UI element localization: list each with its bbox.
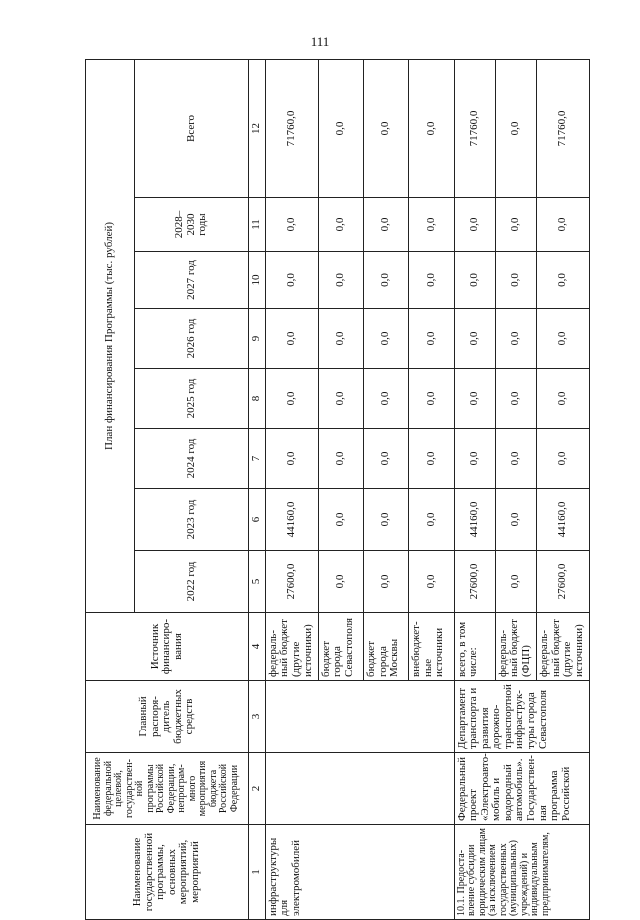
value-cell: 0,0 <box>265 369 318 429</box>
page-number: 111 <box>310 34 330 49</box>
source-cell: федераль-ный бюджет (другие источники) <box>265 613 318 681</box>
source-cell: всего, в том числе: <box>454 613 495 681</box>
value-cell: 71760,0 <box>454 59 495 197</box>
header-col2: Наименование федеральной целевой, государствен-ной программы Российской Федерации, непрограм-много мероприятия бюджета Российской Федерации <box>86 753 249 825</box>
value-cell: 0,0 <box>318 252 363 309</box>
value-cell: 0,0 <box>265 252 318 309</box>
value-cell: 0,0 <box>495 551 536 613</box>
value-cell: 27600,0 <box>537 551 590 613</box>
value-cell: 27600,0 <box>454 551 495 613</box>
value-cell: 0,0 <box>265 309 318 369</box>
header-year: 2024 год <box>135 429 248 489</box>
header-col1: Наименование государственной программы, основных мероприятий, мероприятий <box>86 825 249 920</box>
value-cell: 0,0 <box>318 489 363 551</box>
value-cell: 0,0 <box>364 551 409 613</box>
value-cell: 0,0 <box>364 252 409 309</box>
col-number: 5 <box>248 551 265 613</box>
rotated-table-wrapper <box>85 60 590 920</box>
value-cell: 0,0 <box>364 198 409 252</box>
block1-manager <box>265 681 454 753</box>
value-cell: 0,0 <box>364 489 409 551</box>
value-cell: 0,0 <box>364 369 409 429</box>
value-cell: 0,0 <box>537 429 590 489</box>
value-cell: 0,0 <box>495 198 536 252</box>
value-cell: 0,0 <box>265 198 318 252</box>
header-plan: План финансирования Программы (тыс. рублей) <box>86 59 135 612</box>
value-cell: 71760,0 <box>537 59 590 197</box>
value-cell: 0,0 <box>495 369 536 429</box>
value-cell: 0,0 <box>409 252 454 309</box>
value-cell: 0,0 <box>454 369 495 429</box>
value-cell: 27600,0 <box>265 551 318 613</box>
col-number: 7 <box>248 429 265 489</box>
value-cell: 44160,0 <box>454 489 495 551</box>
value-cell: 0,0 <box>537 369 590 429</box>
col-number: 9 <box>248 309 265 369</box>
col-number: 11 <box>248 198 265 252</box>
header-col4: Источник финансиро-вания <box>86 613 249 681</box>
value-cell: 0,0 <box>265 429 318 489</box>
value-cell: 0,0 <box>495 309 536 369</box>
source-cell: федераль-ный бюджет (ФЦП) <box>495 613 536 681</box>
value-cell: 0,0 <box>318 429 363 489</box>
financing-table-container <box>85 60 590 920</box>
source-cell: федераль-ный бюджет (другие источники) <box>537 613 590 681</box>
value-cell: 0,0 <box>364 309 409 369</box>
column-number-row <box>248 59 265 919</box>
value-cell: 0,0 <box>318 59 363 197</box>
col-number: 3 <box>248 681 265 753</box>
source-cell: внебюджет-ные источники <box>409 613 454 681</box>
header-year: 2025 год <box>135 369 248 429</box>
header-year: 2023 год <box>135 489 248 551</box>
header-row-1 <box>86 59 135 919</box>
block2-program: Федеральный проект «Электроавто-мобиль и водородный автомобиль». Государствен-ная программа Российской <box>454 753 589 825</box>
value-cell: 0,0 <box>537 252 590 309</box>
source-cell: бюджет города Севастополя <box>318 613 363 681</box>
value-cell: 0,0 <box>495 59 536 197</box>
header-year: 2028–2030 годы <box>135 198 248 252</box>
block1-name: инфраструктуры для электромобилей <box>265 825 454 920</box>
col-number: 1 <box>248 825 265 920</box>
value-cell: 0,0 <box>454 198 495 252</box>
header-year: Всего <box>135 59 248 197</box>
value-cell: 0,0 <box>409 309 454 369</box>
col-number: 12 <box>248 59 265 197</box>
header-year: 2027 год <box>135 252 248 309</box>
value-cell: 0,0 <box>495 489 536 551</box>
value-cell: 0,0 <box>409 198 454 252</box>
block1-program <box>265 753 454 825</box>
value-cell: 0,0 <box>537 309 590 369</box>
source-cell: бюджет города Москвы <box>364 613 409 681</box>
value-cell: 0,0 <box>318 198 363 252</box>
value-cell: 0,0 <box>409 59 454 197</box>
value-cell: 0,0 <box>495 252 536 309</box>
col-number: 8 <box>248 369 265 429</box>
value-cell: 0,0 <box>454 252 495 309</box>
header-year: 2022 год <box>135 551 248 613</box>
value-cell: 0,0 <box>409 551 454 613</box>
col-number: 10 <box>248 252 265 309</box>
block2-name: 10.1. Предоста-вление субсидии юридическим лицам (за исключением государственных (муниципальных) учреждений) и индивидуальным предпринимателям, <box>454 825 589 920</box>
table-row <box>265 59 318 919</box>
col-number: 4 <box>248 613 265 681</box>
value-cell: 0,0 <box>318 551 363 613</box>
value-cell: 71760,0 <box>265 59 318 197</box>
value-cell: 0,0 <box>364 429 409 489</box>
value-cell: 0,0 <box>409 369 454 429</box>
table-row <box>454 59 495 919</box>
value-cell: 0,0 <box>409 429 454 489</box>
value-cell: 0,0 <box>454 429 495 489</box>
header-col3: Главный распоря-дитель бюджетных средств <box>86 681 249 753</box>
value-cell: 44160,0 <box>537 489 590 551</box>
header-year: 2026 год <box>135 309 248 369</box>
col-number: 6 <box>248 489 265 551</box>
block2-manager: Департамент транспорта и развития дорожно-транспортной инфраструк-туры города Севастополя <box>454 681 589 753</box>
col-number: 2 <box>248 753 265 825</box>
value-cell: 0,0 <box>409 489 454 551</box>
financing-table <box>85 59 590 920</box>
value-cell: 0,0 <box>318 369 363 429</box>
value-cell: 0,0 <box>495 429 536 489</box>
value-cell: 44160,0 <box>265 489 318 551</box>
value-cell: 0,0 <box>364 59 409 197</box>
value-cell: 0,0 <box>318 309 363 369</box>
value-cell: 0,0 <box>537 198 590 252</box>
value-cell: 0,0 <box>454 309 495 369</box>
